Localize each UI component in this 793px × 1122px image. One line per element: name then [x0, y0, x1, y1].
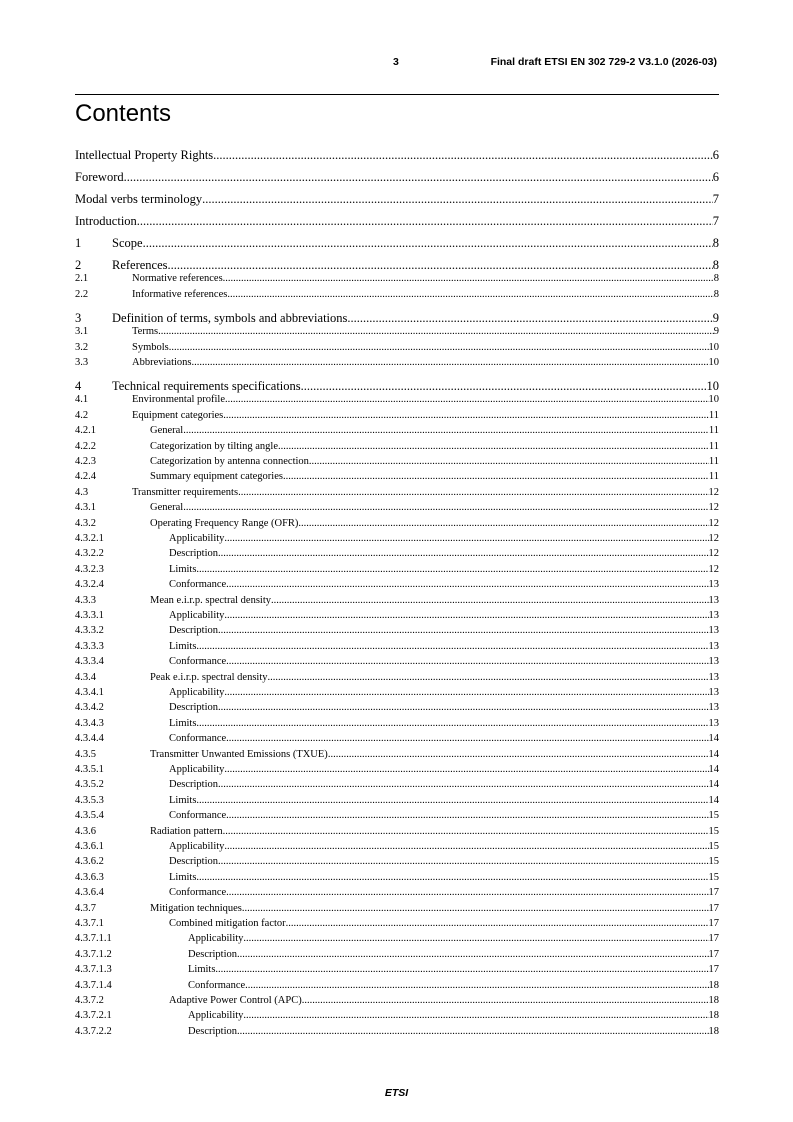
- toc-entry-title: Description: [169, 548, 218, 560]
- toc-entry-page: 11: [708, 456, 719, 467]
- toc-entry[interactable]: [75, 579, 719, 594]
- toc-entry-title: Applicability: [188, 1010, 244, 1022]
- toc-entry-title: Mitigation techniques: [150, 902, 242, 914]
- toc-entry-page: 11: [708, 409, 719, 421]
- toc-entry-page: 8: [713, 288, 719, 300]
- toc-entry[interactable]: [75, 795, 719, 810]
- toc-entry-title: Foreword: [75, 170, 124, 184]
- toc-dot-leader: [268, 672, 709, 685]
- toc-entry[interactable]: [75, 289, 719, 304]
- toc-entry-number: 4.3.2.3: [75, 563, 104, 575]
- toc-entry[interactable]: [75, 170, 719, 187]
- toc-entry-number: 4.3.2.2: [75, 548, 104, 560]
- toc-entry-number: 4.3.3: [75, 594, 96, 606]
- toc-dot-leader: [202, 192, 713, 207]
- toc-entry-title: Scope: [112, 236, 143, 250]
- toc-dot-leader: [168, 258, 713, 273]
- toc-dot-leader: [218, 548, 709, 561]
- toc-entry-title: Description: [169, 856, 218, 868]
- toc-entry-page: 12: [708, 517, 719, 529]
- toc-entry[interactable]: [75, 610, 719, 625]
- toc-entry-number: 4.3.6.1: [75, 841, 104, 852]
- toc-entry-page: 17: [708, 902, 719, 914]
- toc-entry-number: 4.3.2.4: [75, 579, 104, 591]
- toc-entry-page: 8: [712, 236, 719, 250]
- toc-entry[interactable]: [75, 687, 719, 702]
- toc-entry-number: 3.1: [75, 326, 89, 338]
- toc-entry-number: 4.1: [75, 394, 89, 406]
- toc-entry-number: 4.3.7.1.3: [75, 964, 112, 976]
- toc-entry-title: Applicability: [169, 687, 225, 698]
- toc-entry-page: 15: [708, 810, 719, 822]
- toc-dot-leader: [227, 289, 713, 302]
- toc-entry[interactable]: [75, 964, 719, 979]
- toc-entry-page: 12: [708, 548, 719, 560]
- toc-entry[interactable]: [75, 887, 719, 902]
- toc-entry-title: Modal verbs terminology: [75, 192, 203, 206]
- toc-entry-title: Categorization by antenna connection: [150, 456, 309, 467]
- toc-entry[interactable]: [75, 856, 719, 871]
- toc-dot-leader: [143, 236, 713, 251]
- toc-entry[interactable]: [75, 810, 719, 825]
- toc-entry[interactable]: [75, 410, 719, 425]
- toc-entry-number: 4.3.7: [75, 902, 96, 914]
- toc-entry-title: Conformance: [169, 656, 227, 668]
- toc-entry-title: Operating Frequency Range (OFR): [150, 517, 299, 529]
- toc-dot-leader: [347, 311, 712, 326]
- toc-entry[interactable]: [75, 192, 719, 209]
- toc-dot-leader: [213, 148, 713, 163]
- toc-dot-leader: [169, 342, 709, 355]
- toc-entry-page: 13: [708, 702, 719, 714]
- toc-entry[interactable]: [75, 148, 719, 165]
- toc-entry-title: Radiation pattern: [150, 825, 223, 837]
- toc-entry-number: 2.1: [75, 273, 89, 285]
- toc-entry-number: 4.3.5.3: [75, 794, 104, 806]
- toc-dot-leader: [218, 779, 709, 792]
- toc-dot-leader: [224, 764, 708, 777]
- toc-entry-number: 4.3.3.4: [75, 656, 104, 668]
- toc-entry-number: 3.3: [75, 357, 89, 368]
- toc-entry-number: 4.3.4.2: [75, 702, 104, 714]
- toc-entry-number: 4.3.6.4: [75, 887, 104, 899]
- toc-entry[interactable]: [75, 625, 719, 640]
- toc-entry-page: 18: [708, 979, 719, 991]
- toc-entry-page: 14: [708, 794, 719, 806]
- toc-entry-title: Conformance: [169, 733, 227, 745]
- toc-entry-page: 11: [708, 440, 719, 452]
- toc-entry-page: 10: [708, 341, 719, 353]
- toc-entry-number: 4.3.3.1: [75, 610, 104, 621]
- toc-dot-leader: [238, 487, 708, 500]
- toc-entry-number: 4.3.3.2: [75, 625, 104, 637]
- toc-dot-leader: [278, 441, 709, 454]
- toc-entry-page: 17: [708, 964, 719, 976]
- toc-entry[interactable]: [75, 214, 719, 231]
- toc-entry-number: 1: [75, 236, 82, 250]
- toc-dot-leader: [243, 933, 708, 946]
- toc-entry[interactable]: [75, 533, 719, 548]
- toc-entry-title: General: [150, 425, 184, 437]
- toc-dot-leader: [245, 980, 708, 993]
- toc-entry-number: 4.3.7.1.4: [75, 979, 112, 991]
- toc-entry[interactable]: [75, 980, 719, 995]
- toc-entry-number: 4.2: [75, 409, 89, 421]
- toc-entry-page: 7: [712, 192, 719, 206]
- toc-entry[interactable]: [75, 749, 719, 764]
- toc-entry-page: 13: [708, 656, 719, 668]
- toc-entry-number: 4: [75, 379, 82, 393]
- toc-entry-number: 4.3.7.1: [75, 918, 104, 929]
- toc-entry[interactable]: [75, 471, 719, 486]
- toc-entry[interactable]: [75, 918, 719, 933]
- toc-dot-leader: [223, 410, 709, 423]
- toc-entry-page: 15: [708, 856, 719, 868]
- toc-entry-number: 4.3.5.1: [75, 764, 104, 775]
- toc-entry-number: 4.3.1: [75, 502, 96, 514]
- toc-entry-number: 4.3.6: [75, 825, 96, 837]
- toc-entry-page: 6: [712, 148, 719, 162]
- toc-entry[interactable]: [75, 995, 719, 1010]
- toc-entry-title: Description: [188, 1025, 237, 1037]
- toc-dot-leader: [226, 656, 708, 669]
- toc-entry-title: Limits: [169, 871, 197, 883]
- toc-entry[interactable]: [75, 672, 719, 687]
- toc-entry-title: Conformance: [188, 979, 246, 991]
- toc-entry-title: Intellectual Property Rights: [75, 148, 214, 162]
- toc-entry-title: General: [150, 502, 184, 514]
- toc-entry[interactable]: [75, 656, 719, 671]
- toc-dot-leader: [124, 170, 713, 185]
- toc-entry-title: Limits: [188, 964, 216, 976]
- toc-entry-title: Conformance: [169, 810, 227, 822]
- toc-entry-title: Terms: [132, 326, 159, 338]
- toc-entry[interactable]: [75, 764, 719, 779]
- toc-entry-number: 4.3.5.4: [75, 810, 104, 822]
- toc-dot-leader: [218, 625, 709, 638]
- toc-entry-title: Combined mitigation factor: [169, 918, 286, 929]
- toc-entry-page: 13: [708, 687, 719, 698]
- toc-entry-number: 4.3.7.2: [75, 995, 104, 1006]
- toc-dot-leader: [226, 887, 708, 900]
- toc-entry-page: 14: [708, 733, 719, 745]
- toc-dot-leader: [224, 687, 708, 700]
- toc-dot-leader: [196, 564, 708, 577]
- toc-dot-leader: [237, 949, 709, 962]
- toc-dot-leader: [137, 214, 713, 229]
- toc-entry-number: 4.3.4: [75, 671, 96, 683]
- toc-entry-number: 3.2: [75, 341, 89, 353]
- toc-entry-title: Limits: [169, 563, 197, 575]
- toc-entry-title: Symbols: [132, 341, 169, 353]
- toc-entry-page: 9: [712, 310, 719, 325]
- toc-entry-page: 10: [706, 379, 719, 393]
- toc-entry[interactable]: [75, 1010, 719, 1025]
- toc-entry-number: 4.3: [75, 486, 89, 498]
- toc-entry-title: Transmitter Unwanted Emissions (TXUE): [150, 748, 328, 760]
- toc-entry-page: 15: [708, 871, 719, 883]
- toc-entry[interactable]: [75, 702, 719, 717]
- toc-entry-title: Description: [169, 779, 218, 791]
- toc-entry-number: 4.3.2.1: [75, 533, 104, 544]
- toc-entry-page: 15: [708, 825, 719, 837]
- toc-dot-leader: [302, 995, 709, 1008]
- toc-dot-leader: [226, 810, 708, 823]
- toc-entry[interactable]: [75, 518, 719, 533]
- toc-entry-title: Categorization by tilting angle: [150, 440, 279, 452]
- toc-dot-leader: [196, 795, 708, 808]
- toc-entry[interactable]: [75, 641, 719, 656]
- toc-entry-title: Description: [188, 948, 237, 960]
- toc-entry-number: 4.2.2: [75, 440, 96, 452]
- toc-entry-title: References: [112, 258, 168, 272]
- toc-entry-number: 4.3.7.2.1: [75, 1010, 112, 1022]
- toc-entry-title: Informative references: [132, 288, 228, 300]
- toc-entry-number: 4.3.4.4: [75, 733, 104, 745]
- toc-entry[interactable]: [75, 826, 719, 841]
- toc-entry-title: Summary equipment categories: [150, 471, 283, 483]
- toc-entry-number: 4.3.4.1: [75, 687, 104, 698]
- toc-entry-title: Environmental profile: [132, 394, 226, 406]
- toc-dot-leader: [224, 841, 708, 854]
- toc-entry-title: Limits: [169, 717, 197, 729]
- toc-entry-title: Abbreviations: [132, 357, 192, 368]
- toc-dot-leader: [218, 856, 709, 869]
- toc-dot-leader: [183, 425, 709, 438]
- toc-entry-title: Description: [169, 625, 218, 637]
- toc-entry-title: Applicability: [188, 933, 244, 945]
- toc-entry-page: 18: [708, 995, 719, 1006]
- toc-entry[interactable]: [75, 425, 719, 440]
- toc-entry[interactable]: [75, 564, 719, 579]
- toc-dot-leader: [183, 502, 708, 515]
- page-header: [75, 56, 717, 72]
- toc-dot-leader: [218, 702, 709, 715]
- toc-dot-leader: [226, 579, 708, 592]
- toc-entry-page: 12: [708, 502, 719, 514]
- toc-entry-number: 4.3.3.3: [75, 640, 104, 652]
- toc-entry[interactable]: [75, 394, 719, 409]
- toc-dot-leader: [286, 918, 709, 931]
- toc-entry[interactable]: [75, 779, 719, 794]
- toc-entry[interactable]: [75, 326, 719, 341]
- toc-entry-page: 7: [712, 214, 719, 228]
- toc-entry-title: Normative references: [132, 273, 223, 285]
- toc-entry-page: 13: [708, 625, 719, 637]
- toc-entry[interactable]: [75, 949, 719, 964]
- toc-entry[interactable]: [75, 487, 719, 502]
- toc-entry-page: 13: [708, 594, 719, 606]
- toc-entry-number: 4.3.4.3: [75, 717, 104, 729]
- toc-entry-title: Adaptive Power Control (APC): [169, 995, 302, 1006]
- toc-dot-leader: [158, 326, 714, 339]
- toc-entry[interactable]: [75, 441, 719, 456]
- toc-entry-page: 13: [708, 579, 719, 591]
- toc-dot-leader: [309, 456, 709, 469]
- toc-entry-page: 17: [708, 918, 719, 929]
- page-title: Contents: [75, 100, 172, 127]
- toc-entry[interactable]: [75, 933, 719, 948]
- toc-dot-leader: [283, 471, 709, 484]
- toc-entry-page: 12: [708, 563, 719, 575]
- toc-entry-title: Limits: [169, 794, 197, 806]
- toc-entry-number: 4.3.7.1.2: [75, 948, 112, 960]
- toc-entry[interactable]: [75, 548, 719, 563]
- toc-entry-page: 10: [708, 357, 719, 368]
- document-reference: Final draft ETSI EN 302 729-2 V3.1.0 (2026-03): [490, 56, 717, 68]
- toc-entry-number: 4.2.4: [75, 471, 96, 483]
- toc-entry-title: Definition of terms, symbols and abbreviations: [112, 310, 348, 325]
- toc-dot-leader: [271, 595, 708, 608]
- toc-entry[interactable]: [75, 456, 719, 471]
- toc-entry-title: Mean e.i.r.p. spectral density: [150, 594, 272, 606]
- toc-entry-number: 4.2.1: [75, 425, 96, 437]
- toc-entry[interactable]: [75, 903, 719, 918]
- toc-entry-page: 8: [712, 258, 719, 272]
- toc-entry-page: 12: [708, 486, 719, 498]
- toc-entry-page: 18: [708, 1010, 719, 1022]
- toc-entry-page: 15: [708, 841, 719, 852]
- toc-entry[interactable]: [75, 236, 719, 253]
- toc-entry-page: 17: [708, 948, 719, 960]
- toc-entry-page: 14: [708, 779, 719, 791]
- toc-entry[interactable]: [75, 1026, 719, 1041]
- toc-entry-number: 3: [75, 310, 82, 325]
- toc-entry-title: Limits: [169, 640, 197, 652]
- toc-entry-page: 14: [708, 764, 719, 775]
- toc-entry-number: 4.3.6.2: [75, 856, 104, 868]
- toc-dot-leader: [192, 357, 709, 370]
- toc-entry-title: Applicability: [169, 764, 225, 775]
- toc-entry-title: Conformance: [169, 887, 227, 899]
- toc-entry-page: 11: [708, 425, 719, 437]
- toc-entry-page: 13: [708, 640, 719, 652]
- toc-entry[interactable]: [75, 502, 719, 517]
- toc-entry-title: Technical requirements specifications: [112, 379, 301, 393]
- toc-dot-leader: [243, 1010, 708, 1023]
- toc-entry-page: 11: [708, 471, 719, 483]
- toc-entry-page: 6: [712, 170, 719, 184]
- toc-entry-page: 8: [713, 273, 719, 285]
- toc-entry-number: 4.3.7.2.2: [75, 1025, 112, 1037]
- toc-entry-page: 13: [708, 717, 719, 729]
- toc-entry-page: 10: [708, 394, 719, 406]
- toc-entry-title: Introduction: [75, 214, 137, 228]
- toc-entry-page: 17: [708, 933, 719, 945]
- toc-entry-page: 12: [708, 533, 719, 544]
- toc-entry-page: 13: [708, 610, 719, 621]
- toc-dot-leader: [225, 394, 708, 407]
- toc-dot-leader: [196, 872, 708, 885]
- toc-dot-leader: [215, 964, 708, 977]
- toc-entry-title: Applicability: [169, 533, 225, 544]
- toc-dot-leader: [226, 733, 708, 746]
- toc-dot-leader: [224, 610, 708, 623]
- toc-entry-title: Equipment categories: [132, 409, 224, 421]
- toc-dot-leader: [301, 379, 707, 394]
- toc-entry-number: 4.3.2: [75, 517, 96, 529]
- toc-entry[interactable]: [75, 595, 719, 610]
- toc-dot-leader: [223, 826, 709, 839]
- toc-entry-title: Conformance: [169, 579, 227, 591]
- toc-entry-page: 9: [713, 326, 719, 338]
- toc-entry-number: 4.2.3: [75, 456, 96, 467]
- toc-entry-number: 4.3.7.1.1: [75, 933, 112, 945]
- toc-entry-title: Applicability: [169, 610, 225, 621]
- page-number: 3: [393, 56, 399, 68]
- toc-dot-leader: [242, 903, 709, 916]
- toc-entry[interactable]: [75, 357, 719, 372]
- toc-dot-leader: [328, 749, 709, 762]
- header-rule: [75, 94, 719, 95]
- toc-entry-title: Description: [169, 702, 218, 714]
- toc-dot-leader: [196, 641, 708, 654]
- toc-entry[interactable]: [75, 841, 719, 856]
- toc-dot-leader: [237, 1026, 709, 1039]
- toc-entry-title: Transmitter requirements: [132, 486, 239, 498]
- toc-entry-title: Applicability: [169, 841, 225, 852]
- toc-dot-leader: [223, 273, 714, 286]
- toc-entry-number: 2.2: [75, 288, 89, 300]
- toc-entry-number: 4.3.5: [75, 748, 96, 760]
- toc-entry[interactable]: [75, 273, 719, 288]
- toc-entry[interactable]: [75, 718, 719, 733]
- toc-entry-title: Peak e.i.r.p. spectral density: [150, 671, 268, 683]
- toc-entry-number: 2: [75, 258, 82, 272]
- toc-dot-leader: [298, 518, 708, 531]
- toc-entry-number: 4.3.6.3: [75, 871, 104, 883]
- toc-dot-leader: [196, 718, 708, 731]
- toc-entry-page: 17: [708, 887, 719, 899]
- toc-entry-page: 18: [708, 1025, 719, 1037]
- page-footer: ETSI: [384, 1087, 409, 1099]
- toc-entry-page: 13: [708, 671, 719, 683]
- toc-entry-page: 14: [708, 748, 719, 760]
- toc-entry[interactable]: [75, 342, 719, 357]
- toc-entry[interactable]: [75, 733, 719, 748]
- toc-entry[interactable]: [75, 872, 719, 887]
- toc-entry-number: 4.3.5.2: [75, 779, 104, 791]
- toc-dot-leader: [224, 533, 708, 546]
